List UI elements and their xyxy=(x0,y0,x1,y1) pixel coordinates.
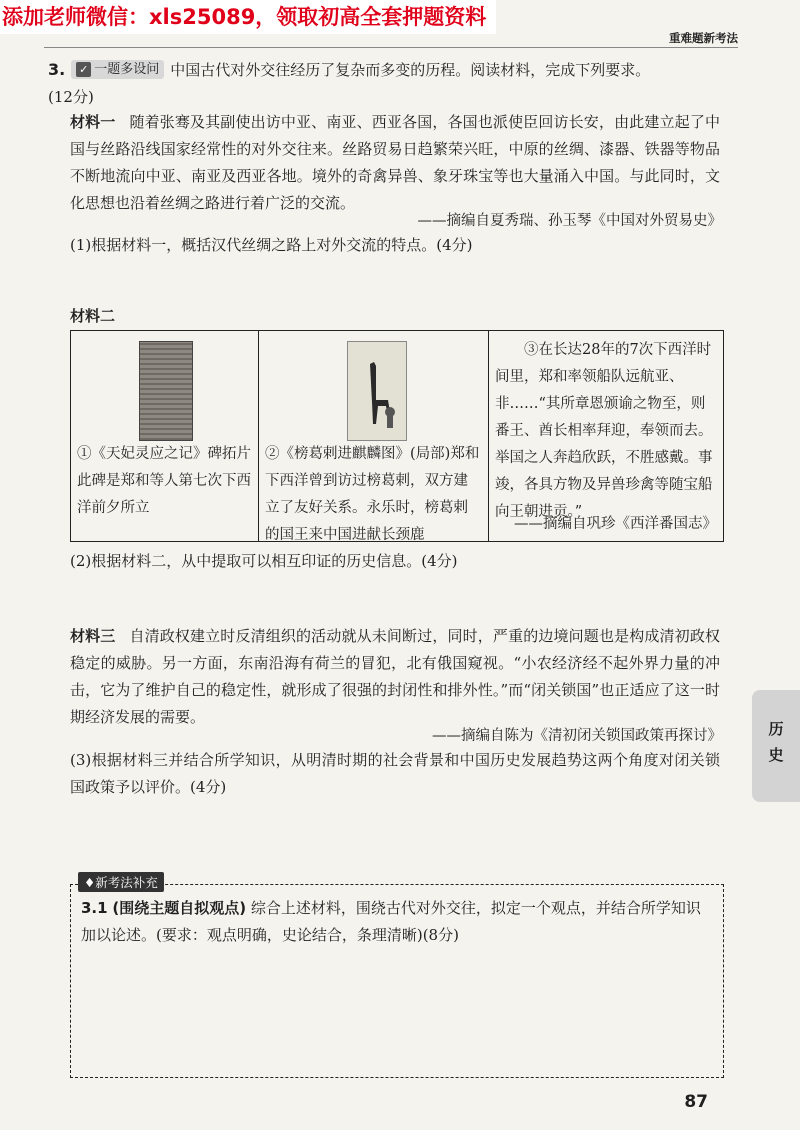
question-text: 中国古代对外交往经历了复杂而多变的历程。阅读材料，完成下列要求。 xyxy=(170,61,651,79)
header-divider xyxy=(44,47,738,48)
material1 xyxy=(70,109,720,217)
material3-source: ——摘编自陈为《清初闭关锁国政策再探讨》 xyxy=(432,728,722,744)
subject-tab-char-1: 历 xyxy=(768,720,784,738)
material1-label: 材料一 xyxy=(70,113,116,131)
material3-text: 自清政权建立时反清组织的活动就从未间断过，同时，严重的边境问题也是构成清初政权稳定的威胁。另一方面，东南沿海有荷兰的冒犯，北有俄国窥视。“小农经济经不起外界力量的冲击，它为了维护自己的稳定性，就形成了很强的封闭性和排外性。”而“闭关锁国”也正适应了这一时期经济发展的需要。 xyxy=(70,627,720,726)
giraffe-painting-image xyxy=(347,341,407,441)
material1-source: ——摘编自夏秀瑞、孙玉琴《中国对外贸易史》 xyxy=(417,213,722,229)
stele-rubbing-image xyxy=(139,341,193,441)
page-number: 87 xyxy=(684,1092,708,1112)
question-2: (2)根据材料二，从中提取可以相互印证的历史信息。(4分) xyxy=(70,552,458,570)
pin-icon: ♦ xyxy=(84,875,96,890)
check-icon: ✓ xyxy=(76,62,91,77)
question-3: (3)根据材料三并结合所学知识，从明清时期的社会背景和中国历史发展趋势这两个角度对闭关锁国政策予以评价。(4分) xyxy=(70,751,720,796)
cell3-text: ③在长达28年的7次下西洋时间里，郑和率领船队远航亚、非……“其所章恩颁谕之物至，则番王、酋长相率拜迎，奉领而去。举国之人奔趋欣跃，不胜感戴。事竣，各具方物及异兽珍禽等随宝船向王朝进贡。” xyxy=(495,342,713,520)
question-intro xyxy=(48,56,728,111)
question-number: 3. xyxy=(48,60,66,79)
supplement-prompt: 综合上述材料，围绕古代对外交往，拟定一个观点，并结合所学知识加以论述。(要求：观点明确，史论结合，条理清晰)(8分) xyxy=(81,899,701,944)
section-header: 重难题新考法 xyxy=(669,31,738,45)
promo-banner: 添加老师微信：xls25089，领取初高全套押题资料 xyxy=(0,0,496,34)
material3-label: 材料三 xyxy=(70,627,116,645)
cell1-caption: ①《天妃灵应之记》碑拓片此碑是郑和等人第七次下西洋前夕所立 xyxy=(77,446,251,516)
supplement-box xyxy=(70,884,724,1078)
question-1: (1)根据材料一，概括汉代丝绸之路上对外交流的特点。(4分) xyxy=(70,236,473,254)
material2-table xyxy=(70,330,724,542)
supplement-label-text: 新考法补充 xyxy=(95,875,158,890)
subject-tab-char-2: 史 xyxy=(768,746,784,764)
table-cell-3 xyxy=(489,331,723,541)
material2-label: 材料二 xyxy=(70,307,116,325)
supplement-number: 3.1 xyxy=(81,899,108,917)
badge-label: 一题多设问 xyxy=(94,62,160,77)
supplement-tag: (围绕主题自拟观点) xyxy=(112,899,247,917)
cell2-caption: ②《榜葛剌进麒麟图》(局部)郑和下西洋曾到访过榜葛剌，双方建立了友好关系。永乐时，榜葛剌的国王来中国进献长颈鹿 xyxy=(265,446,480,543)
table-cell-1 xyxy=(71,331,259,541)
question-badge xyxy=(71,60,164,79)
supplement-text xyxy=(81,895,713,949)
supplement-label xyxy=(78,872,164,892)
subject-tab xyxy=(752,690,800,802)
material3 xyxy=(70,623,720,731)
question-score: (12分) xyxy=(48,88,94,106)
table-cell-2 xyxy=(259,331,489,541)
cell3-source: ——摘编自巩珍《西洋番国志》 xyxy=(514,516,717,532)
material1-text: 随着张骞及其副使出访中亚、南亚、西亚各国，各国也派使臣回访长安，由此建立起了中国与丝路沿线国家经常性的对外交往来。丝路贸易日趋繁荣兴旺，中原的丝绸、漆器、铁器等物品不断地流向中亚、南亚及西亚各地。境外的奇禽异兽、象牙珠宝等也大量涌入中国。与此同时，文化思想也沿着丝绸之路进行着广泛的交流。 xyxy=(70,113,720,212)
